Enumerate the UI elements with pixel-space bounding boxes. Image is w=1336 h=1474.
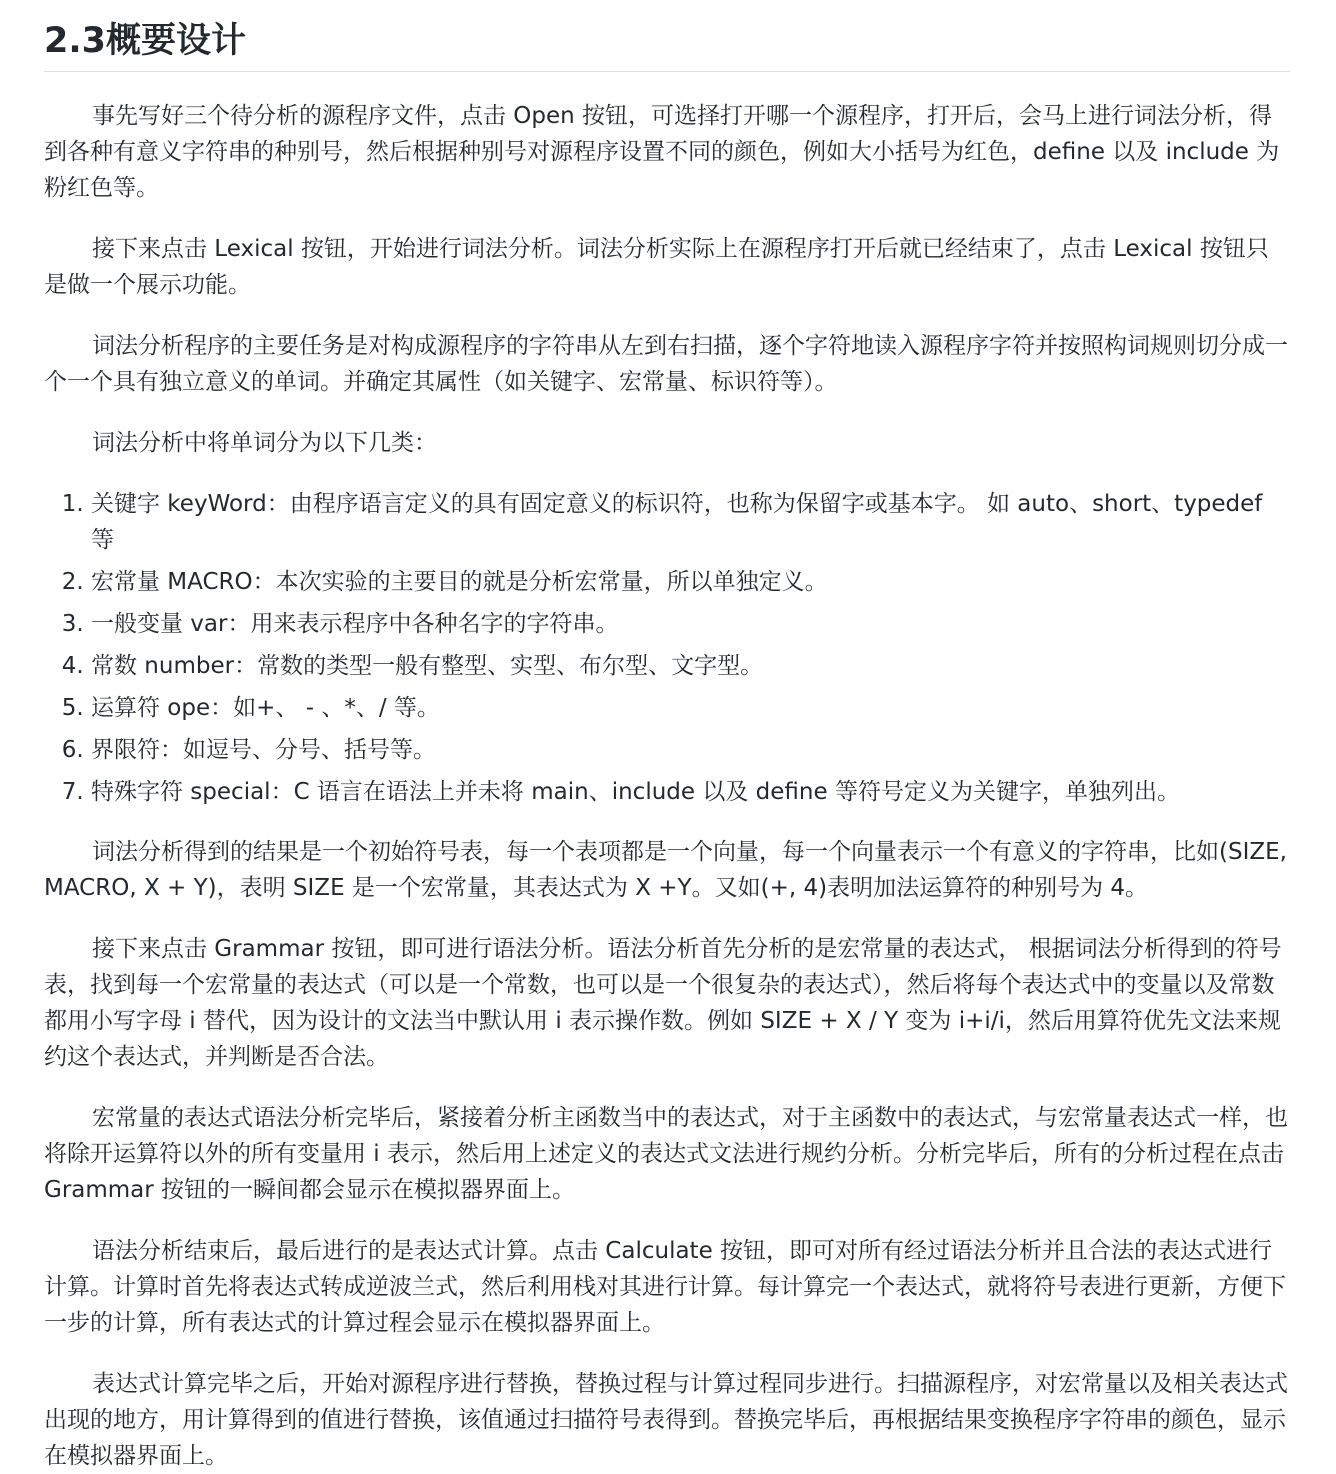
- paragraph-grammar-button: 接下来点击 Grammar 按钮，即可进行语法分析。语法分析首先分析的是宏常量的表达式， 根据词法分析得到的符号表，找到每一个宏常量的表达式（可以是一个常数，也可以是一个很复杂的表达式），然后将每个表达式中的变量以及常数都用小写字母 i 替代，因为设计的文法当中默认用 i 表示操作数。例如 SIZE + X / Y 变为 i+i/i，然后用算符优先文法来规约这个表达式，并判断是否合法。: [44, 936, 1282, 1070]
- paragraph-calculate: 语法分析结束后，最后进行的是表达式计算。点击 Calculate 按钮，即可对所有经过语法分析并且合法的表达式进行计算。计算时首先将表达式转成逆波兰式，然后利用栈对其进行计算。每计算完一个表达式，就将符号表进行更新，方便下一步的计算，所有表达式的计算过程会显示在模拟器界面上。: [44, 1238, 1286, 1336]
- list-item-operator: 5. 运算符 ope：如+、 - 、*、/ 等。: [91, 690, 1290, 726]
- paragraph-symbol-table: 词法分析得到的结果是一个初始符号表，每一个表项都是一个向量，每一个向量表示一个有意义的字符串，比如(SIZE, MACRO, X + Y)，表明 SIZE 是一个宏常量，其表达式为 X +Y。又如(+, 4)表明加法运算符的种别号为 4。: [44, 839, 1287, 901]
- list-item-macro: 2. 宏常量 MACRO：本次实验的主要目的就是分析宏常量，所以单独定义。: [91, 564, 1290, 600]
- heading-divider: [44, 71, 1290, 72]
- paragraph-open-intro: 事先写好三个待分析的源程序文件，点击 Open 按钮，可选择打开哪一个源程序，打开后，会马上进行词法分析，得到各种有意义字符串的种别号，然后根据种别号对源程序设置不同的颜色，例如大小括号为红色，define 以及 include 为粉红色等。: [44, 103, 1280, 201]
- list-item-number: 4. 常数 number：常数的类型一般有整型、实型、布尔型、文字型。: [91, 648, 1290, 684]
- section-heading: 2.3概要设计: [44, 21, 247, 61]
- paragraph-word-categories-intro: 词法分析中将单词分为以下几类：: [92, 430, 437, 456]
- word-category-list: [44, 486, 1290, 810]
- paragraph-lexical-task: 词法分析程序的主要任务是对构成源程序的字符串从左到右扫描，逐个字符地读入源程序字符并按照构词规则切分成一个一个具有独立意义的单词。并确定其属性（如关键字、宏常量、标识符等）。: [44, 333, 1288, 395]
- paragraph-main-expressions: 宏常量的表达式语法分析完毕后，紧接着分析主函数当中的表达式，对于主函数中的表达式，与宏常量表达式一样，也将除开运算符以外的所有变量用 i 表示，然后用上述定义的表达式文法进行规约分析。分析完毕后，所有的分析过程在点击 Grammar 按钮的一瞬间都会显示在模拟器界面上。: [44, 1105, 1288, 1203]
- list-item-keyword: 1. 关键字 keyWord：由程序语言定义的具有固定意义的标识符，也称为保留字或基本字。 如 auto、short、typedef 等: [91, 486, 1290, 558]
- paragraph-lexical-button: 接下来点击 Lexical 按钮，开始进行词法分析。词法分析实际上在源程序打开后就已经结束了，点击 Lexical 按钮只是做一个展示功能。: [44, 236, 1269, 298]
- list-item-var: 3. 一般变量 var：用来表示程序中各种名字的字符串。: [91, 606, 1290, 642]
- list-item-special: 7. 特殊字符 special：C 语言在语法上并未将 main、include 以及 define 等符号定义为关键字，单独列出。: [91, 774, 1290, 810]
- paragraph-replace: 表达式计算完毕之后，开始对源程序进行替换，替换过程与计算过程同步进行。扫描源程序，对宏常量以及相关表达式出现的地方，用计算得到的值进行替换，该值通过扫描符号表得到。替换完毕后，再根据结果变换程序字符串的颜色，显示在模拟器界面上。: [44, 1371, 1288, 1469]
- list-item-delimiter: 6. 界限符：如逗号、分号、括号等。: [91, 732, 1290, 768]
